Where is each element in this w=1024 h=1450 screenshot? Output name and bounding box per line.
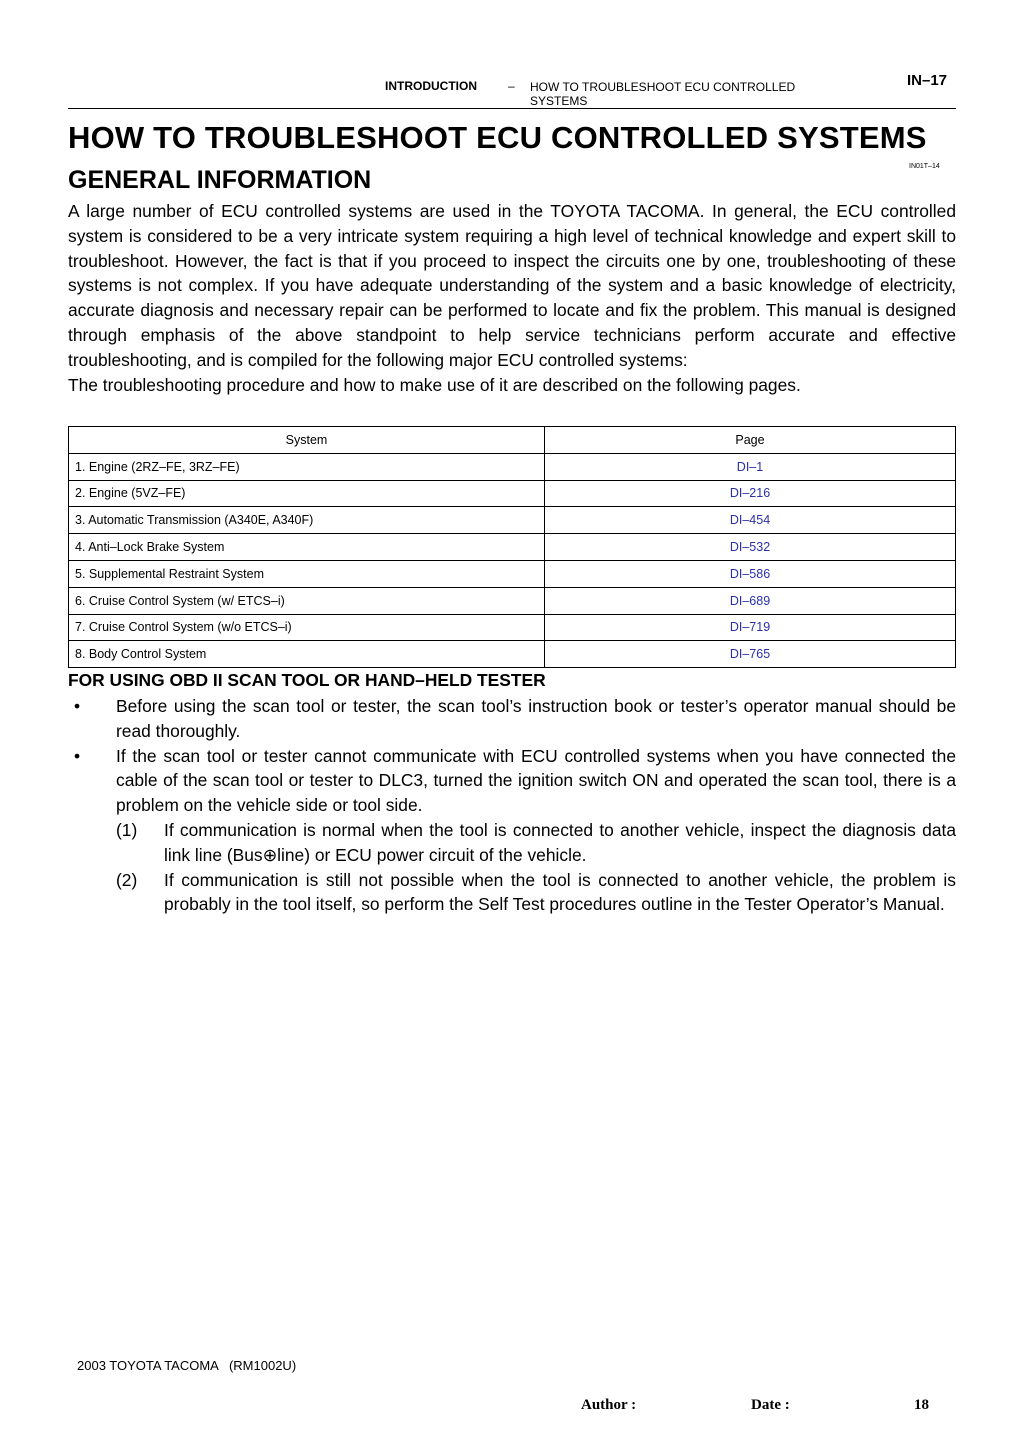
- list-item-text: If the scan tool or tester cannot communicate with ECU controlled systems when you have connected the cable of the scan tool or tester to DLC3, turned the ignition switch ON and operated the scan tool, there is a problem on the vehicle side or tool side.: [116, 745, 956, 816]
- footer-model: 2003 TOYOTA TACOMA (RM1002U): [77, 1358, 297, 1373]
- system-cell: 2. Engine (5VZ–FE): [69, 480, 545, 507]
- footer-page-number: 18: [914, 1397, 929, 1413]
- system-cell: 7. Cruise Control System (w/o ETCS–i): [69, 614, 545, 641]
- header-page-label: IN–17: [907, 72, 948, 89]
- column-header-system: System: [69, 427, 545, 454]
- bullet-icon: •: [74, 745, 81, 766]
- obd-instructions: [68, 694, 956, 917]
- table-row: [69, 453, 956, 480]
- system-cell: 6. Cruise Control System (w/ ETCS–i): [69, 587, 545, 614]
- page-link[interactable]: DI–765: [545, 641, 956, 668]
- page-link[interactable]: DI–689: [545, 587, 956, 614]
- system-cell: 8. Body Control System: [69, 641, 545, 668]
- section-title-obd: FOR USING OBD II SCAN TOOL OR HAND–HELD TESTER: [68, 670, 546, 690]
- sub-item-text: If communication is still not possible when the tool is connected to another vehicle, the problem is probably in the tool itself, so perform the Self Test procedures outline in the Tester Operator’s Manual.: [164, 869, 956, 915]
- systems-table: [68, 426, 956, 668]
- footer-author-label: Author :: [581, 1397, 637, 1413]
- sub-list-item: [68, 818, 956, 868]
- section-title-general: GENERAL INFORMATION: [68, 166, 372, 194]
- list-item: [68, 694, 956, 744]
- general-information-body: [68, 199, 956, 397]
- table-row: [69, 480, 956, 507]
- table-row: [69, 560, 956, 587]
- sub-item-text: If communication is normal when the tool is connected to another vehicle, inspect the diagnosis data link line (Bus⊕line) or ECU power circuit of the vehicle.: [164, 819, 956, 865]
- document-code: IN01T–14: [909, 163, 940, 170]
- page-link[interactable]: DI–586: [545, 560, 956, 587]
- page-link[interactable]: DI–216: [545, 480, 956, 507]
- header-rule: [68, 108, 956, 109]
- table-row: [69, 507, 956, 534]
- header-section: INTRODUCTION: [385, 79, 477, 93]
- paragraph: The troubleshooting procedure and how to make use of it are described on the following pages.: [68, 374, 801, 395]
- table-row: [69, 587, 956, 614]
- sub-item-number: (2): [116, 869, 138, 890]
- header-dash: –: [508, 79, 515, 93]
- page-title: HOW TO TROUBLESHOOT ECU CONTROLLED SYSTEMS: [68, 120, 927, 155]
- paragraph: A large number of ECU controlled systems are used in the TOYOTA TACOMA. In general, the ECU controlled system is considered to be a very intricate system requiring a high level of technical knowledge and expert skill to troubleshoot. However, the fact is that if you proceed to inspect the circuits one by one, troubleshooting of these systems is not complex. If you have adequate understanding of the system and a basic knowledge of electricity, accurate diagnosis and necessary repair can be performed to locate and fix the problem. This manual is designed through emphasis of the above standpoint to help service technicians perform accurate and effective troubleshooting, and is compiled for the following major ECU controlled systems:: [68, 201, 956, 370]
- sub-list-item: [68, 868, 956, 918]
- page-link[interactable]: DI–719: [545, 614, 956, 641]
- page-link[interactable]: DI–1: [545, 453, 956, 480]
- table-header-row: [69, 427, 956, 454]
- bullet-icon: •: [74, 696, 81, 716]
- list-item-text: Before using the scan tool or tester, the scan tool’s instruction book or tester’s operator manual should be read thoroughly.: [116, 696, 956, 741]
- footer-date-label: Date :: [751, 1397, 790, 1413]
- table-row: [69, 534, 956, 561]
- system-cell: 5. Supplemental Restraint System: [69, 560, 545, 587]
- column-header-page: Page: [545, 427, 956, 454]
- table-row: [69, 641, 956, 668]
- page-link[interactable]: DI–532: [545, 534, 956, 561]
- sub-item-number: (1): [116, 819, 138, 840]
- system-cell: 1. Engine (2RZ–FE, 3RZ–FE): [69, 453, 545, 480]
- header-title: HOW TO TROUBLESHOOT ECU CONTROLLED SYSTEMS: [530, 80, 796, 108]
- list-item: [68, 744, 956, 818]
- system-cell: 3. Automatic Transmission (A340E, A340F): [69, 507, 545, 534]
- system-cell: 4. Anti–Lock Brake System: [69, 534, 545, 561]
- page-link[interactable]: DI–454: [545, 507, 956, 534]
- table-row: [69, 614, 956, 641]
